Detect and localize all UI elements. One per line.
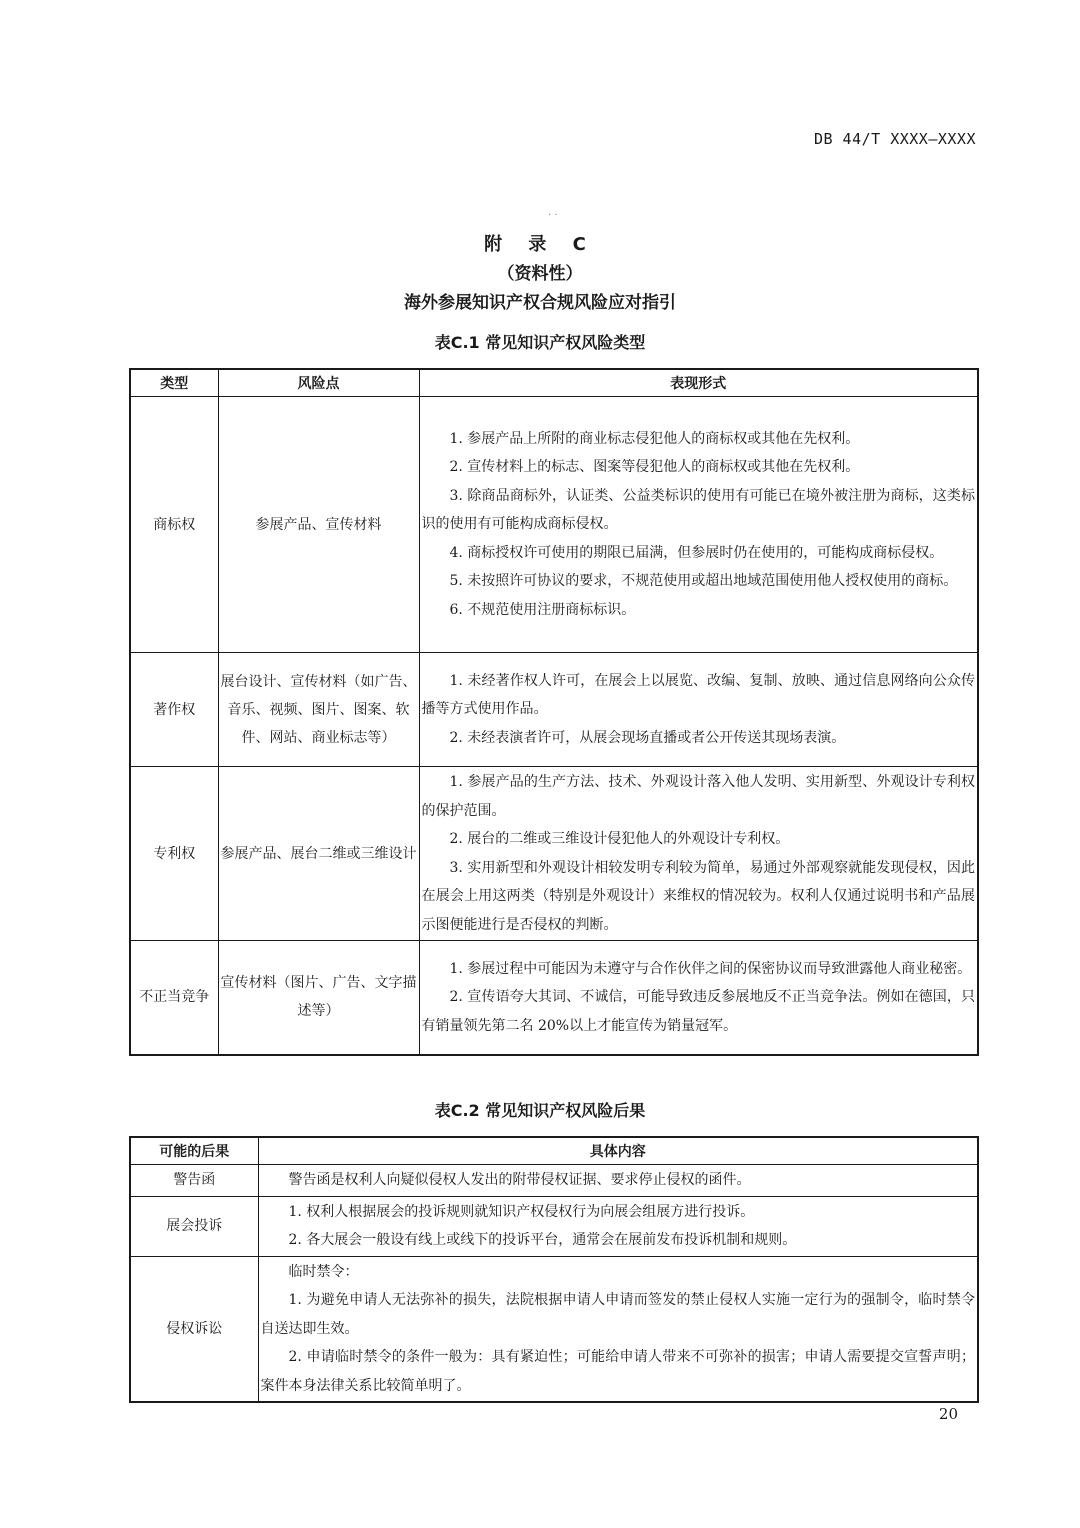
- form-item: 1. 参展过程中可能因为未遵守与合作伙伴之间的保密协议而导致泄露他人商业秘密。: [449, 960, 972, 977]
- appendix-title: 附 录 C: [484, 234, 596, 255]
- table-row: [130, 1165, 978, 1197]
- row-forms: [419, 767, 978, 941]
- form-item: 2. 未经表演者许可，从展会现场直播或者公开传送其现场表演。: [449, 729, 846, 746]
- row-content: [258, 1256, 978, 1402]
- row-type: 不正当竞争: [130, 941, 218, 1055]
- content-item: 2. 各大展会一般设有线上或线下的投诉平台，通常会在展前发布投诉机制和规则。: [288, 1232, 797, 1248]
- form-item: 1. 参展产品的生产方法、技术、外观设计落入他人发明、实用新型、外观设计专利权的保护范围。: [421, 774, 975, 819]
- content-item: 警告函是权利人向疑似侵权人发出的附带侵权证据、要求停止侵权的函件。: [288, 1172, 751, 1188]
- col-header-risk: 风险点: [218, 369, 419, 397]
- table-row: [130, 941, 978, 1055]
- form-item: 1. 参展产品上所附的商业标志侵犯他人的商标权或其他在先权利。: [449, 430, 860, 447]
- row-type: 著作权: [130, 653, 218, 767]
- form-item: 4. 商标授权许可使用的期限已届满，但参展时仍在使用的，可能构成商标侵权。: [449, 544, 944, 561]
- page-number: 20: [938, 1405, 958, 1423]
- row-consequence: 侵权诉讼: [130, 1256, 258, 1402]
- content-item: 1. 权利人根据展会的投诉规则就知识产权侵权行为向展会组展方进行投诉。: [288, 1203, 755, 1220]
- row-risk: 宣传材料（图片、广告、文字描述等）: [218, 941, 419, 1055]
- row-risk: 参展产品、宣传材料: [218, 397, 419, 653]
- form-item: 3. 除商品商标外，认证类、公益类标识的使用有可能已在境外被注册为商标，这类标识的使用有可能构成商标侵权。: [421, 487, 975, 533]
- row-risk: 展台设计、宣传材料（如广告、音乐、视频、图片、图案、软件、网站、商业标志等）: [218, 653, 419, 767]
- form-item: 5. 未按照许可协议的要求，不规范使用或超出地域范围使用他人授权使用的商标。: [449, 573, 958, 590]
- risk-consequences-table: [129, 1136, 979, 1403]
- form-item: 2. 展台的二维或三维设计侵犯他人的外观设计专利权。: [449, 831, 790, 847]
- row-forms: [419, 397, 978, 653]
- risk-types-table: [129, 368, 979, 1056]
- table-row: [130, 767, 978, 941]
- form-item: 3. 实用新型和外观设计相较发明专利较为简单，易通过外部观察就能发现侵权，因此在展会上用这两类（特别是外观设计）来维权的情况较为。权利人仅通过说明书和产品展示图便能进行是否侵权的判断。: [421, 859, 975, 933]
- appendix-type: （资料性）: [497, 264, 583, 284]
- content-item: 临时禁令：: [288, 1263, 359, 1280]
- col-header-consequence: 可能的后果: [130, 1137, 258, 1165]
- row-type: 商标权: [130, 397, 218, 653]
- row-forms: [419, 653, 978, 767]
- table-header-row: [130, 1137, 978, 1165]
- content-item: 1. 为避免申请人无法弥补的损失，法院根据申请人申请而签发的禁止侵权人实施一定行为的强制令，临时禁令自送达即生效。: [260, 1292, 975, 1337]
- decorative-dots: · ·: [548, 210, 558, 221]
- content-item: 2. 申请临时禁令的条件一般为：具有紧迫性；可能给申请人带来不可弥补的损害；申请人需要提交宣誓声明；案件本身法律关系比较简单明了。: [260, 1349, 975, 1394]
- table1-caption: 表C.1 常见知识产权风险类型: [434, 333, 646, 352]
- row-content: [258, 1165, 978, 1197]
- row-content: [258, 1196, 978, 1256]
- table-row: [130, 1256, 978, 1402]
- standard-code: DB 44/T XXXX—XXXX: [813, 130, 976, 148]
- row-forms: [419, 941, 978, 1055]
- col-header-type: 类型: [130, 369, 218, 397]
- col-header-form: 表现形式: [419, 369, 978, 397]
- form-item: 2. 宣传语夸大其词、不诚信，可能导致违反参展地反不正当竞争法。例如在德国，只有销量领先第二名 20%以上才能宣传为销量冠军。: [421, 989, 975, 1034]
- table2-caption: 表C.2 常见知识产权风险后果: [434, 1101, 646, 1120]
- form-item: 6. 不规范使用注册商标标识。: [449, 601, 636, 618]
- row-type: 专利权: [130, 767, 218, 941]
- form-item: 2. 宣传材料上的标志、图案等侵犯他人的商标权或其他在先权利。: [449, 459, 860, 476]
- table-row: [130, 397, 978, 653]
- table-row: [130, 653, 978, 767]
- table-header-row: [130, 369, 978, 397]
- row-risk: 参展产品、展台二维或三维设计: [218, 767, 419, 941]
- appendix-name: 海外参展知识产权合规风险应对指引: [404, 293, 676, 313]
- form-item: 1. 未经著作权人许可，在展会上以展览、改编、复制、放映、通过信息网络向公众传播等方式使用作品。: [421, 672, 975, 718]
- row-consequence: 警告函: [130, 1165, 258, 1197]
- row-consequence: 展会投诉: [130, 1196, 258, 1256]
- table-row: [130, 1196, 978, 1256]
- col-header-content: 具体内容: [258, 1137, 978, 1165]
